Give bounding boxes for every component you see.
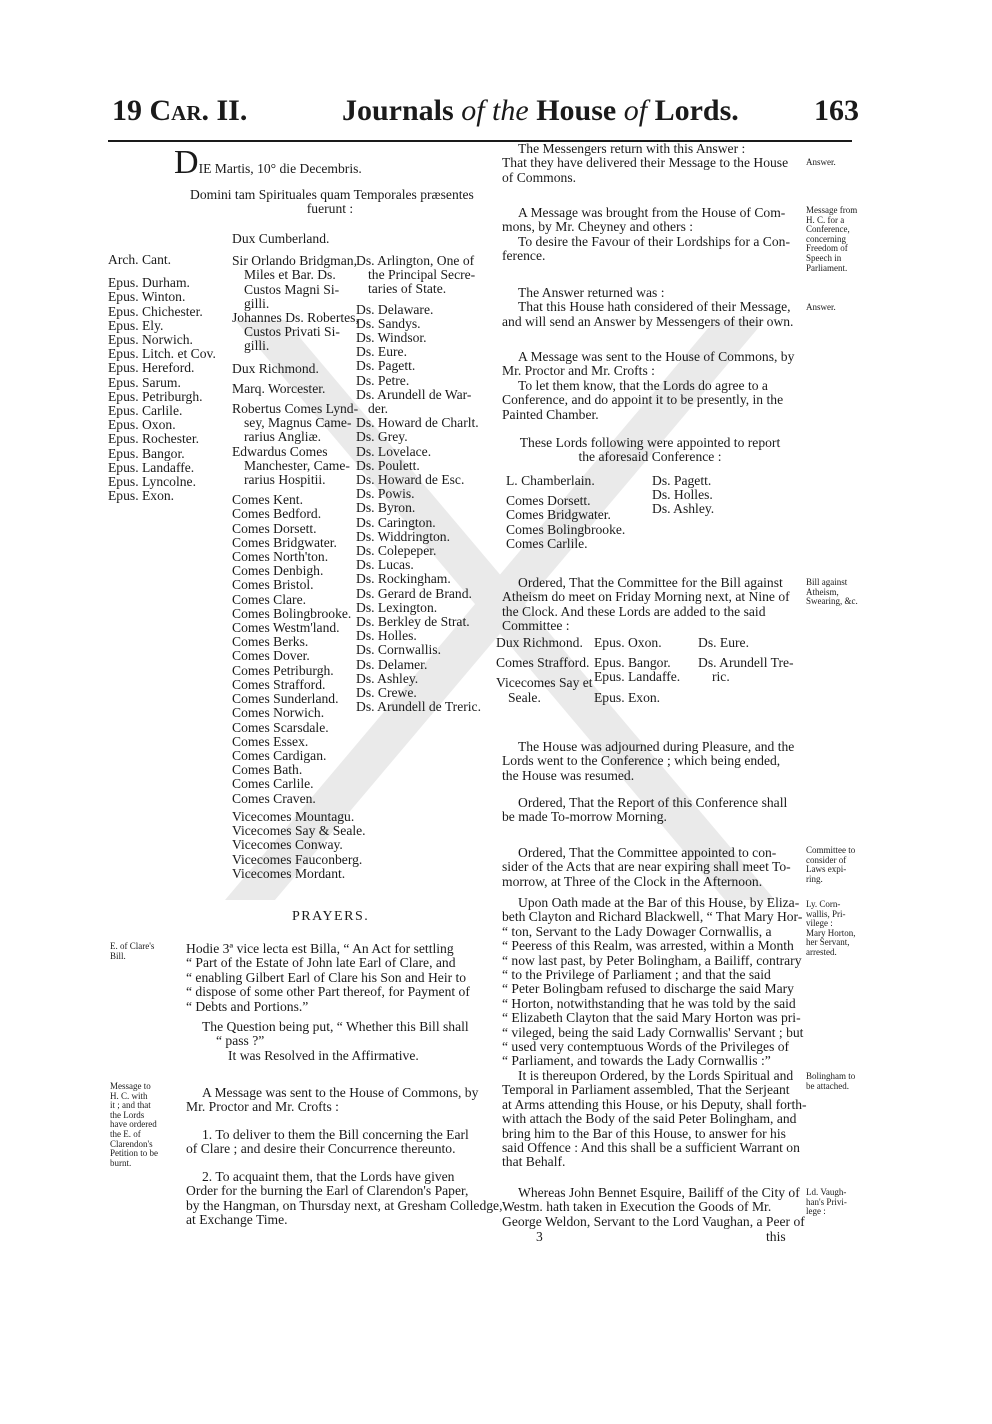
margin-note-cornwallis: Ly. Corn- wallis, Pri- vilege : Mary Horton, her Servant, arrested. (806, 899, 856, 957)
committee-list-a: Dux Richmond. Comes Strafford. Vicecomes Say et Seale. (496, 635, 593, 705)
answer-returned-para: The Answer returned was : That this House hath considered of their Message, and will send an Answer by Messengers of their own. (502, 285, 794, 329)
margin-note-answer-one: Answer. (806, 157, 836, 167)
message-sent-para: A Message was sent to the House of Commons, by Mr. Proctor and Mr. Crofts : To let them know, that the Lords do agree to a Conference, and do appoint it to be presently, in the Painted Chamber. (502, 349, 795, 422)
margin-note-bill: Bill against Atheism, Swearing, &c. (806, 577, 858, 607)
margin-note-clare: E. of Clare's Bill. (110, 941, 155, 961)
adjourned-para: The House was adjourned during Pleasure, and the Lords went to the Conference ; which being ended, the House was resumed. (502, 739, 795, 783)
report-lords-list-b: Ds. Pagett. Ds. Holles. Ds. Ashley. (652, 473, 715, 517)
margin-note-message: Message to H. C. with it ; and that the Lords have ordered the E. of Clarendon's Petition to be burnt. (110, 1081, 158, 1168)
temporal-lords-list-a: Dux Cumberland. Sir Orlando Bridgman, Miles et Bar. Ds. Custos Magni Si- gilli. Johannes Ds. Robertes, Custos Privati Si- gilli. Dux Richmond. Marq. Worcester. Robertus Comes Lynd- sey, Magnus Came- rarius Angliæ. Edwardus Comes Manchester, Came- rarius Hospitii. Comes Kent. Comes Bedford. Comes Dorsett. Comes Bridgwater. Comes North'ton. Comes Denbigh. Comes Bristol. Comes Clare. Comes Bolingbrooke. Comes Westm'land. Comes Berks. Comes Dover. Comes Petriburgh. Comes Strafford. Comes Sunderland. Comes Norwich. Comes Scarsdale. Comes Essex. Comes Cardigan. Comes Bath. Comes Carlile. Comes Craven. (232, 231, 359, 806)
signature-mark: 3 (536, 1229, 543, 1244)
margin-note-answer-two: Answer. (806, 302, 836, 312)
ordered-report-para: Ordered, That the Report of this Conference shall be made To-morrow Morning. (502, 795, 788, 825)
ordered-bill-para: Ordered, That the Committee for the Bill against Atheism do meet on Friday Morning next, at Nine of the Clock. And these Lords are added to the said Committee : (502, 575, 790, 634)
spiritual-lords-list: Arch. Cant. Epus. Durham. Epus. Winton. Epus. Chichester. Epus. Ely. Epus. Norwich. Epus. Litch. et Cov. Epus. Hereford. Epus. Sarum. Epus. Petriburgh. Epus. Carlile. Epus. Oxon. Epus. Rochester. Epus. Bangor. Epus. Landaffe. Epus. Lyncolne. Epus. Exon. (108, 252, 216, 504)
page-number: 163 (814, 94, 859, 127)
message-from-commons-para: A Message was brought from the House of Com- mons, by Mr. Cheyney and others : To desire the Favour of their Lordships for a Con- ference. (502, 205, 790, 264)
these-lords-heading: These Lords following were appointed to report the aforesaid Conference : (519, 435, 781, 465)
whereas-para: Whereas John Bennet Esquire, Bailiff of the City of Westm. hath taken in Execution the Goods of Mr. George Weldon, Servant to the Lord Vaughan, a Peer of (502, 1185, 805, 1229)
oath-para: Upon Oath made at the Bar of this House, by Eliza- beth Clayton and Richard Blackwell, “ That Mary Hor- “ ton, Servant to the Lady Dowager Cornwallis, a “ Peeress of this Realm, was arrested, within a Month “ now last past, by Peter Bolingham, a Bailiff, contrary “ to the Privilege of Parliament ; and that the said “ Peter Bolingbam refused to discharge the said Mary “ Horton, notwithstanding that he was told by the said “ Elizabeth Clayton that the said Mary Horton was pri- “ vileged, being the said Lady Cornwallis' Servant ; but “ used very contemptuous Words of the Privileges of “ Parliament, and towards the Lady Cornwallis :” It is thereupon Ordered, by the Lords Spiritual and Temporal in Parliament assembled, That the Serjeant at Arms attending this House, or his Deputy, shall forth- with attach the Body of the said Peter Bolingham, and bring him to the Bar of this House, to answer for his said Offence : And this shall be a sufficient Warrant on that Behalf. (502, 895, 807, 1170)
temporal-lords-list-b: Ds. Arlington, One of the Principal Secre- taries of State. Ds. Delaware. Ds. Sandys. Ds. Windsor. Ds. Eure. Ds. Pagett. Ds. Petre. Ds. Arundell de War- der. Ds. Howard de Charlt. Ds. Grey. Ds. Lovelace. Ds. Poulett. Ds. Howard de Esc. Ds. Powis. Ds. Byron. Ds. Carington. Ds. Widdrington. Ds. Colepeper. Ds. Lucas. Ds. Rockingham. Ds. Gerard de Brand. Ds. Lexington. Ds. Berkley de Strat. Ds. Holles. Ds. Cornwallis. Ds. Delamer. Ds. Ashley. Ds. Crewe. Ds. Arundell de Treric. (356, 253, 481, 715)
clare-bill-para: Hodie 3ª vice lecta est Billa, “ An Act for settling “ Part of the Estate of John late Earl of Clare, and “ enabling Gilbert Earl of Clare his Son and Heir to “ dispose of some other Part thereof, for Payment of “ Debts and Portions.” (186, 941, 470, 1014)
date-heading: DIE Martis, 10° die Decembris. (174, 144, 362, 181)
question-para: The Question being put, “ Whether this Bill shall “ pass ?” It was Resolved in the Affirmative. (202, 1019, 469, 1063)
margin-note-message-from: Message from H. C. for a Conference, concerning Freedom of Speech in Parliament. (806, 205, 858, 273)
margin-note-committee: Committee to consider of Laws expi- ring. (806, 845, 856, 884)
messengers-para: The Messengers return with this Answer : That they have delivered their Message to the House of Commons. (502, 141, 789, 185)
prayers-heading: PRAYERS. (292, 909, 370, 924)
present-heading: Domini tam Spirituales quam Temporales præsentes fuerunt : (190, 187, 474, 217)
item-two-para: 2. To acquaint them, that the Lords have given Order for the burning the Earl of Clarendon's Paper, by the Hangman, on Thursday next, at Gresham Colledge, at Exchange Time. (186, 1169, 503, 1228)
committee-list-b: Epus. Oxon. Epus. Bangor. Epus. Landaffe. Epus. Exon. (594, 635, 681, 705)
item-one-para: 1. To deliver to them the Bill concerning the Earl of Clare ; and desire their Concurrence thereunto. (186, 1127, 469, 1157)
message-para: A Message was sent to the House of Commons, by Mr. Proctor and Mr. Crofts : (186, 1085, 479, 1115)
committee-list-c: Ds. Eure. Ds. Arundell Tre- ric. (698, 635, 794, 685)
report-lords-list-a: L. Chamberlain. Comes Dorsett. Comes Bridgwater. Comes Bolingbrooke. Comes Carlile. (506, 473, 626, 551)
header-title: Journals of the House of Lords. (342, 94, 739, 127)
ordered-committee-para: Ordered, That the Committee appointed to con- sider of the Acts that are near expiring shall meet To- morrow, at Three of the Clock in the Afternoon. (502, 845, 791, 889)
header-regnal: 19 Car. II. (112, 94, 248, 127)
margin-note-bolingham: Bolingham to be attached. (806, 1071, 856, 1091)
catchword: this (766, 1229, 786, 1244)
viscounts-list: Vicecomes Mountagu. Vicecomes Say & Seale. Vicecomes Conway. Vicecomes Fauconberg. Vicecomes Mordant. (232, 809, 366, 881)
margin-note-vaughan: Ld. Vaugh- han's Privi- lege : (806, 1187, 847, 1217)
